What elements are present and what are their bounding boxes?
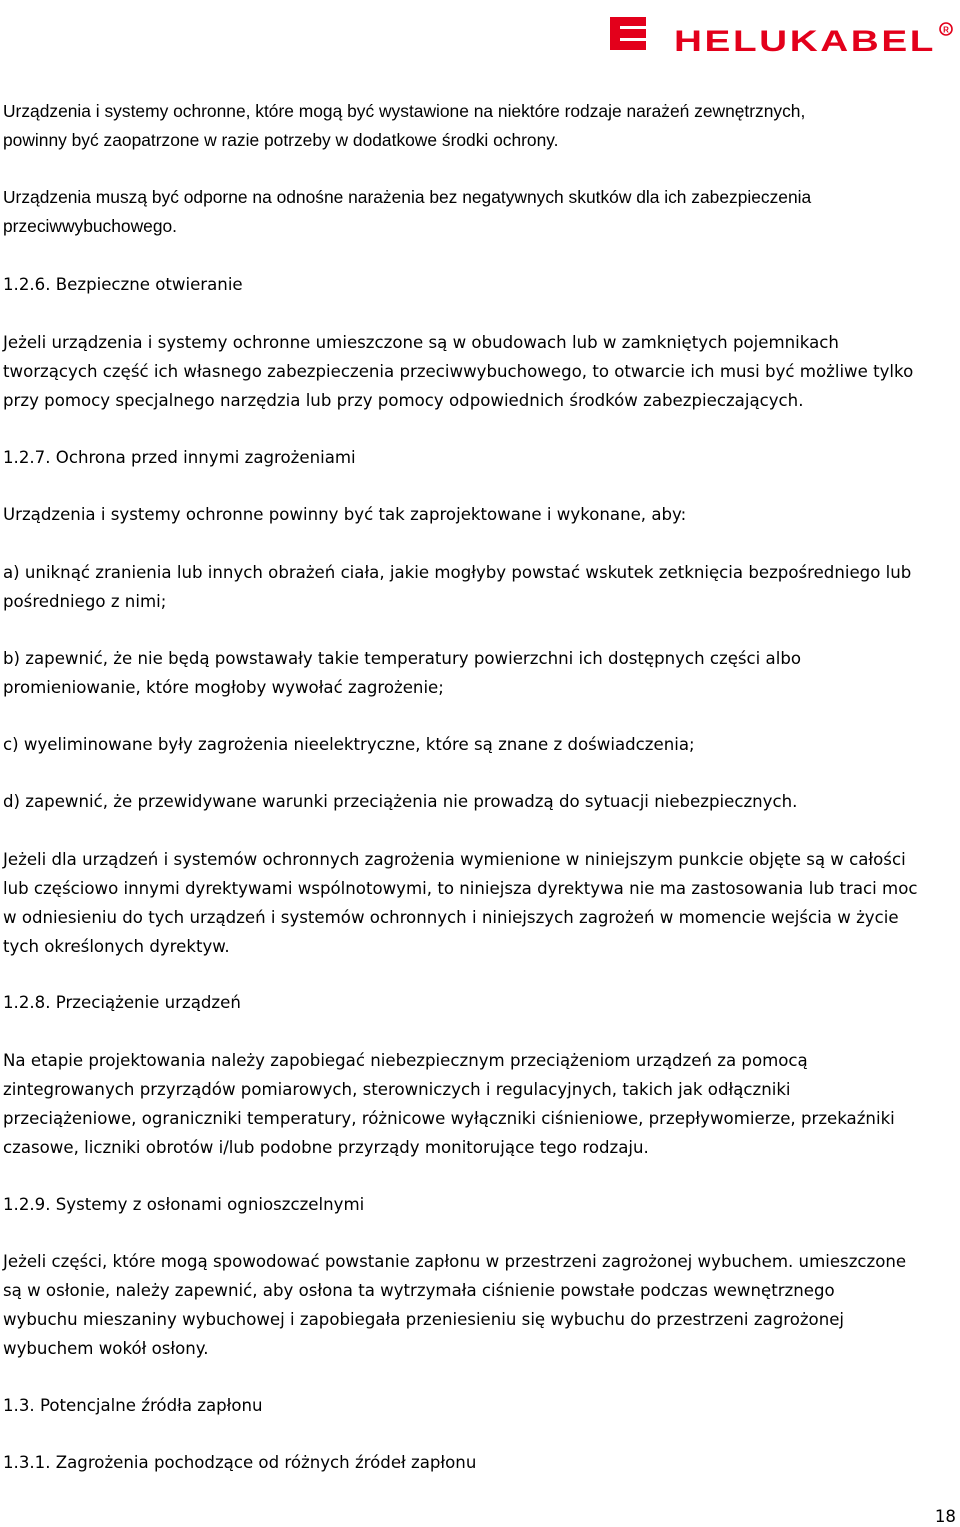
helukabel-logo-mark — [610, 14, 955, 56]
text-line: a) uniknąć zranienia lub innych obrażeń ciała, jakie mogłyby powstać wskutek zetknięcia bezpośredniego lub — [3, 563, 912, 582]
text-line: Jeżeli części, które mogą spowodować powstanie zapłonu w przestrzeni zagrożonej wybuchem. umieszczone — [3, 1252, 907, 1271]
text-line: Urządzenia i systemy ochronne, które mogą być wystawione na niektóre rodzaje narażeń zewnętrznych, — [3, 101, 806, 121]
svg-text:HELUKABEL: HELUKABEL — [674, 25, 936, 56]
section-heading-1-3-1 — [3, 1448, 958, 1477]
text-line: promieniowanie, które mogłoby wywołać zagrożenie; — [3, 678, 444, 697]
text-line: przeciążeniowe, ograniczniki temperatury, różnicowe wyłączniki ciśnieniowe, przepływomierze, przekaźniki — [3, 1109, 895, 1128]
text-line: c) wyeliminowane były zagrożenia nieelektryczne, które są znane z doświadczenia; — [3, 735, 695, 754]
text-line: Na etapie projektowania należy zapobiegać niebezpiecznym przeciążeniom urządzeń za pomocą — [3, 1051, 808, 1070]
text-line: pośredniego z nimi; — [3, 592, 167, 611]
section-heading-1-2-8 — [3, 988, 958, 1017]
section-heading-1-3 — [3, 1391, 958, 1420]
text-line: 1.3. Potencjalne źródła zapłonu — [3, 1396, 263, 1415]
text-line: powinny być zaopatrzone w razie potrzeby w dodatkowe środki ochrony. — [3, 130, 559, 150]
text-line: wybuchu mieszaniny wybuchowej i zapobiegała przeniesieniu się wybuchu do przestrzeni zagrożonej — [3, 1310, 845, 1329]
overload-paragraph — [3, 1046, 958, 1162]
text-line: Urządzenia muszą być odporne na odnośne narażenia bez negatywnych skutków dla ich zabezpieczenia — [3, 187, 812, 207]
requirement-c — [3, 730, 958, 759]
text-line: Urządzenia i systemy ochronne powinny być tak zaprojektowane i wykonane, aby: — [3, 505, 687, 524]
other-directives-paragraph — [3, 845, 958, 961]
text-line: 1.3.1. Zagrożenia pochodzące od różnych źródeł zapłonu — [3, 1453, 477, 1472]
text-line: zintegrowanych przyrządów pomiarowych, sterowniczych i regulacyjnych, takich jak odłączniki — [3, 1080, 791, 1099]
page-number: 18 — [934, 1507, 956, 1526]
requirement-a — [3, 558, 958, 616]
text-line: tych określonych dyrektyw. — [3, 937, 230, 956]
resistance-paragraph — [3, 183, 958, 241]
safe-opening-paragraph — [3, 328, 958, 415]
text-line: b) zapewnić, że nie będą powstawały takie temperatury powierzchni ich dostępnych części albo — [3, 649, 802, 668]
text-line: d) zapewnić, że przewidywane warunki przeciążenia nie prowadzą do sytuacji niebezpiecznych. — [3, 792, 798, 811]
text-line: 1.2.9. Systemy z osłonami ognioszczelnymi — [3, 1195, 365, 1214]
text-line: Jeżeli urządzenia i systemy ochronne umieszczone są w obudowach lub w zamkniętych pojemnikach — [3, 333, 839, 352]
text-line: wybuchem wokół osłony. — [3, 1339, 209, 1358]
text-line: 1.2.7. Ochrona przed innymi zagrożeniami — [3, 448, 356, 467]
text-line: tworzących część ich własnego zabezpieczenia przeciwwybuchowego, to otwarcie ich musi być możliwe tylko — [3, 362, 914, 381]
requirement-b — [3, 644, 958, 702]
section-heading-1-2-7 — [3, 443, 958, 472]
requirement-d — [3, 787, 958, 816]
svg-text:R: R — [943, 25, 949, 35]
text-line: lub częściowo innymi dyrektywami wspólnotowymi, to niniejsza dyrektywa nie ma zastosowania lub traci moc — [3, 879, 918, 898]
text-line: czasowe, liczniki obrotów i/lub podobne przyrządy monitorujące tego rodzaju. — [3, 1138, 649, 1157]
text-line: są w osłonie, należy zapewnić, aby osłona ta wytrzymała ciśnienie powstałe podczas wewnętrznego — [3, 1281, 835, 1300]
flameproof-paragraph — [3, 1247, 958, 1363]
text-line: przy pomocy specjalnego narzędzia lub przy pomocy odpowiednich środków zabezpieczających. — [3, 391, 804, 410]
helukabel-logo — [610, 14, 955, 56]
text-line: Jeżeli dla urządzeń i systemów ochronnych zagrożenia wymienione w niniejszym punkcie objęte są w całości — [3, 850, 906, 869]
text-line: w odniesieniu do tych urządzeń i systemów ochronnych i niniejszych zagrożeń w momencie wejścia w życie — [3, 908, 899, 927]
text-line: 1.2.6. Bezpieczne otwieranie — [3, 275, 243, 294]
section-heading-1-2-6 — [3, 270, 958, 299]
requirements-lead-paragraph — [3, 500, 958, 529]
intro-paragraph — [3, 97, 958, 155]
section-heading-1-2-9 — [3, 1190, 958, 1219]
text-line: 1.2.8. Przeciążenie urządzeń — [3, 993, 241, 1012]
text-line: przeciwwybuchowego. — [3, 216, 177, 236]
